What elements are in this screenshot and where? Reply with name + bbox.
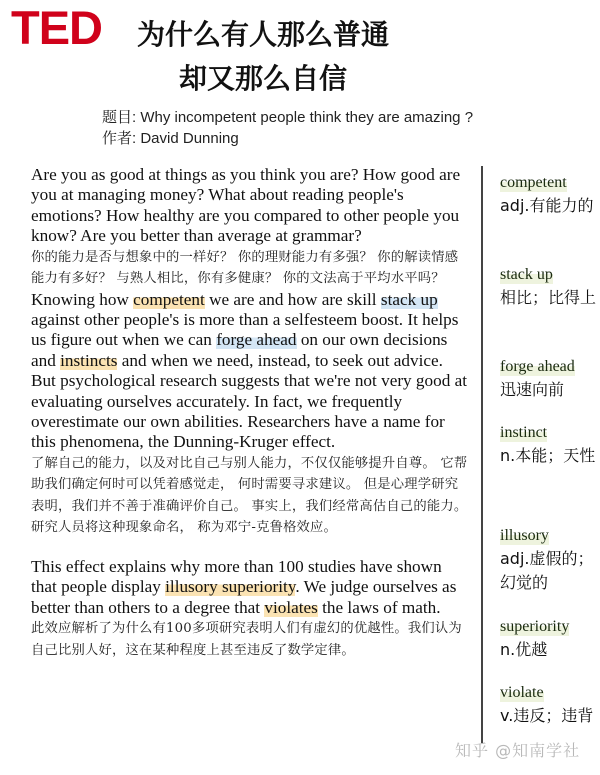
author-name: David Dunning [140, 130, 239, 147]
highlight-forge-ahead: forge ahead [216, 330, 297, 350]
vocab-term: stack up [500, 266, 553, 283]
vocab-def-text: 有能力的 [529, 196, 594, 215]
text-span: on our own decisions and [31, 330, 448, 370]
highlight-competent: competent [133, 289, 205, 309]
text-span: the laws of math. [317, 597, 441, 617]
highlight-instincts: instincts [60, 350, 118, 370]
highlight-illusory-superiority: illusory superiority [165, 577, 296, 597]
text-span: we are and how are skill [204, 289, 381, 309]
vocab-def-text: 迅速向前 [500, 380, 565, 399]
spacer [31, 539, 471, 557]
page-title-line2: 却又那么自信 [178, 62, 347, 95]
vocab-entry-instinct [500, 424, 598, 468]
vocab-term: superiority [500, 618, 570, 635]
vocab-pos: n. [500, 640, 516, 659]
text-span: and when we need, instead, to seek out advice. But psychological research suggests that we're not very good at evaluating ourselves accurately. In fact, we frequently overestimate our own abilities. Researchers have a name for this phenomena, the Dunning-Kruger effect. [31, 350, 468, 452]
author-label: 作者: [102, 130, 137, 147]
column-divider [481, 166, 483, 743]
highlight-violates: violates [264, 597, 318, 617]
vocab-entry-stack-up [500, 266, 598, 310]
topic-text: Why incompetent people think they are amazing ? [140, 109, 474, 126]
vocab-definition [500, 194, 598, 218]
ted-logo: TED [11, 1, 102, 54]
vocab-def-text: 虚假的；幻觉的 [500, 549, 594, 592]
paragraph-3-en [31, 557, 471, 618]
author-line [102, 127, 239, 148]
vocab-definition [500, 444, 598, 468]
vocab-entry-violate [500, 684, 598, 728]
vocab-pos: adj. [500, 549, 530, 568]
vocab-definition [500, 547, 598, 595]
vocab-pos: adj. [500, 196, 530, 215]
topic-line [102, 106, 473, 127]
text-span: . We judge ourselves as better than others to a degree that [31, 577, 457, 617]
vocab-pos: n. [500, 446, 516, 465]
vocab-term: violate [500, 684, 544, 701]
vocab-entry-forge-ahead [500, 358, 598, 402]
vocab-term: competent [500, 174, 567, 191]
vocab-definition [500, 638, 598, 662]
vocab-definition [500, 286, 598, 310]
text-span: Knowing how [31, 289, 134, 309]
topic-label: 题目: [102, 109, 137, 126]
vocab-entry-illusory [500, 527, 598, 595]
vocab-definition [500, 704, 598, 728]
vocab-def-text: 相比；比得上 [500, 288, 597, 307]
vocab-entry-superiority [500, 618, 598, 662]
vocab-entry-competent [500, 174, 598, 218]
paragraph-1-en: Are you as good at things as you think you are? How good are you at managing money? What about reading people's emotions? How healthy are you compared to other people you know? Are you better than average at grammar? [31, 165, 461, 246]
paragraph-3-cn: 此效应解析了为什么有100多项研究表明人们有虚幻的优越性。我们认为自己比别人好，这在某种程度上甚至违反了数学定律。 [31, 621, 462, 658]
article-body [31, 165, 471, 661]
vocab-def-text: 本能；天性 [515, 446, 596, 465]
text-span: This effect explains why more than 100 studies have shown that people display [31, 556, 442, 597]
vocab-def-text: 优越 [515, 640, 548, 659]
vocab-def-text: 违反；违背 [513, 706, 594, 725]
vocab-term: instinct [500, 424, 548, 441]
vocab-term: illusory [500, 527, 549, 544]
vocab-definition [500, 378, 598, 402]
paragraph-1-cn: 你的能力是否与想象中的一样好？ 你的理财能力有多强？ 你的解读情感能力有多好？ 与熟人相比，你有多健康？ 你的文法高于平均水平吗？ [31, 249, 459, 287]
zhihu-watermark: 知乎 @知南学社 [455, 741, 581, 760]
vocab-pos: v. [500, 706, 514, 725]
paragraph-2-cn: 了解自己的能力，以及对比自己与别人能力，不仅仅能够提升自尊。 它帮助我们确定何时可以凭着感觉走， 何时需要寻求建议。 但是心理学研究表明，我们并不善于准确评价自己。 事实上，我们经常高估自己的能力。 研究人员将这种现象命名， 称为邓宁-克鲁格效应。 [31, 455, 468, 536]
highlight-stack-up: stack up [380, 289, 438, 309]
paragraph-2-en [31, 290, 471, 453]
vocab-term: forge ahead [500, 358, 575, 375]
page-title-line1: 为什么有人那么普通 [136, 18, 389, 51]
text-span: against other people's is more than a selfesteem boost. It helps us figure out when we can [31, 310, 459, 350]
